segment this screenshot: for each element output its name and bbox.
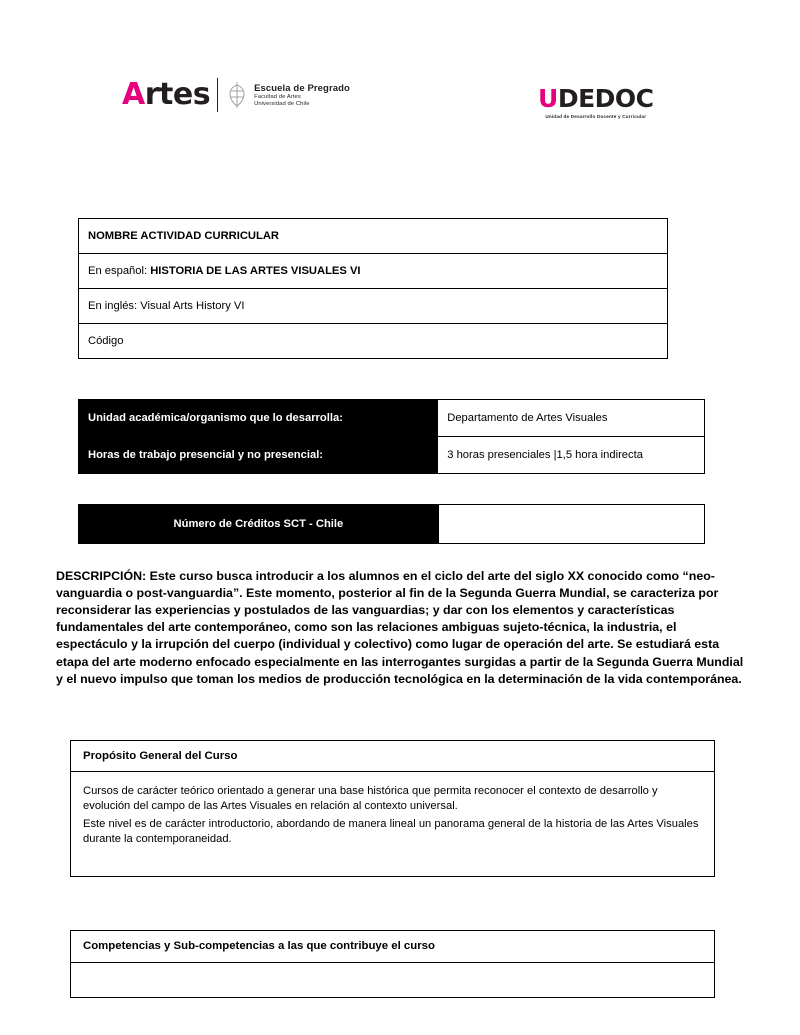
work-hours-value: 3 horas presenciales |1,5 hora indirecta xyxy=(438,437,705,474)
table-row xyxy=(79,254,668,289)
artes-logo xyxy=(122,78,350,112)
purpose-block xyxy=(70,740,715,877)
course-name-title: NOMBRE ACTIVIDAD CURRICULAR xyxy=(79,219,668,254)
competencies-block-header: Competencias y Sub-competencias a las que contribuye el curso xyxy=(71,931,714,963)
purpose-paragraph-1: Cursos de carácter teórico orientado a generar una base histórica que permita reconocer el contexto de desarrollo y evolución del campo de las Artes Visuales en relación al contexto universal. xyxy=(83,785,658,813)
table-row xyxy=(79,437,705,474)
document-header xyxy=(0,78,800,138)
course-code-cell: Código xyxy=(79,324,668,359)
course-name-english-label: En inglés: xyxy=(88,299,138,312)
course-name-spanish-cell xyxy=(79,254,668,289)
course-name-spanish-value: HISTORIA DE LAS ARTES VISUALES VI xyxy=(150,264,361,277)
udedoc-logo xyxy=(538,86,654,119)
university-seal-icon xyxy=(226,80,248,110)
credits-label: Número de Créditos SCT - Chile xyxy=(79,505,439,544)
table-row xyxy=(79,219,668,254)
logo-divider xyxy=(217,78,218,112)
table-row xyxy=(79,324,668,359)
academic-unit-label: Unidad académica/organismo que lo desarrolla: xyxy=(79,400,438,437)
udedoc-logo-wordmark: UDEDOC xyxy=(538,84,654,113)
competencies-block-body xyxy=(71,963,714,997)
academic-unit-value: Departamento de Artes Visuales xyxy=(438,400,705,437)
work-hours-label: Horas de trabajo presencial y no presencial: xyxy=(79,437,438,474)
purpose-block-header: Propósito General del Curso xyxy=(71,741,714,772)
artes-logo-line1: Escuela de Pregrado xyxy=(254,82,350,94)
artes-logo-line2: Facultad de Artes xyxy=(254,93,301,100)
purpose-paragraph-2: Este nivel es de carácter introductorio, abordando de manera lineal un panorama general de la historia de las Artes Visuales durante la contemporaneidad. xyxy=(83,818,699,846)
table-row xyxy=(79,400,705,437)
competencies-block xyxy=(70,930,715,998)
artes-logo-subtitle xyxy=(254,83,350,108)
course-name-table xyxy=(78,218,668,359)
course-name-spanish-label: En español: xyxy=(88,264,148,277)
course-name-english-cell xyxy=(79,289,668,324)
academic-unit-table xyxy=(78,399,705,474)
credits-value xyxy=(438,505,704,544)
purpose-block-body xyxy=(71,772,714,876)
udedoc-logo-tagline: Unidad de Desarrollo Docente y Curricular xyxy=(545,114,647,119)
artes-logo-line3: Universidad de Chile xyxy=(254,100,310,107)
course-name-english-value: Visual Arts History VI xyxy=(140,299,245,312)
artes-logo-wordmark: Artes xyxy=(122,77,211,112)
credits-table xyxy=(78,504,705,544)
table-row xyxy=(79,289,668,324)
table-row xyxy=(79,505,705,544)
course-description: DESCRIPCIÓN: Este curso busca introducir a los alumnos en el ciclo del arte del siglo XX conocido como “neo-vanguardia o post-vanguardia”. Este momento, posterior al fin de la Segunda Guerra Mundial, se caracteriza por reconsiderar las experiencias y postulados de las vanguardias; y dar con los elementos y características fundamentales del arte contemporáneo, como son las relaciones ambiguas sujeto-técnica, la industria, el espectáculo y la irrupción del cuerpo (individual y colectivo) como lugar de operación del arte. Se estudiará esta etapa del arte moderno enfocado especialmente en las interrogantes surgidas a partir de la Segunda Guerra Mundial y el nuevo impulso que toman los medios de producción tecnológica en la determinación de la vida contemporánea. xyxy=(56,569,744,686)
